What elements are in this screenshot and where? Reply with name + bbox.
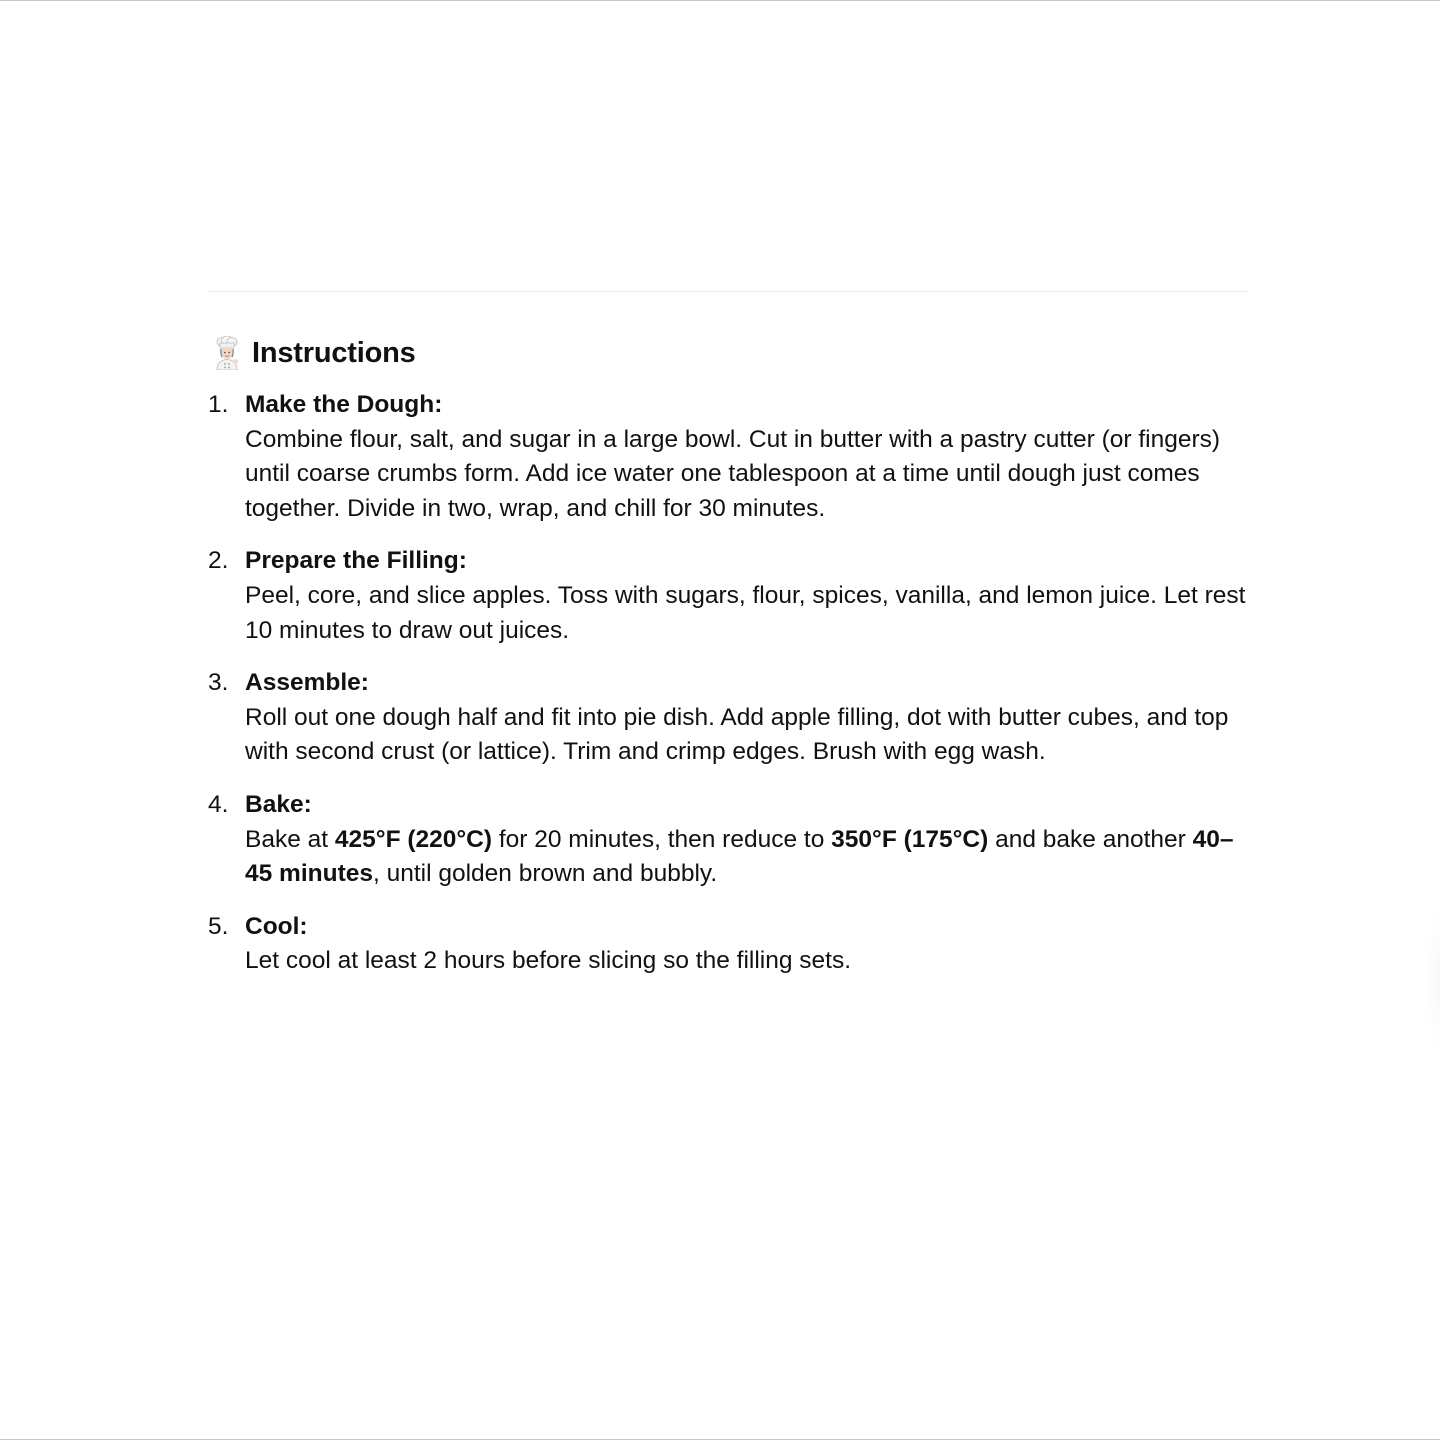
- chef-icon: [212, 336, 242, 370]
- step-title: Make the Dough:: [245, 391, 443, 418]
- step-body-text: and bake another: [988, 825, 1193, 853]
- instructions-heading: [212, 333, 416, 373]
- bake-duration: 40–45 minutes: [245, 825, 1234, 888]
- step-body-text: Bake at: [245, 825, 335, 853]
- step-body: Let cool at least 2 hours before slicing so the filling sets.: [245, 947, 852, 975]
- step-body-text: for 20 minutes, then reduce to: [492, 825, 832, 853]
- step-item: [208, 544, 1258, 648]
- step-body: Combine flour, salt, and sugar in a large bowl. Cut in butter with a pastry cutter (or fingers) until coarse crumbs form. Add ice water one tablespoon at a time until dough just comes together. Divide in two, wrap, and chill for 30 minutes.: [245, 425, 1221, 522]
- step-item: [208, 666, 1258, 770]
- temperature-high: 425°F (220°C): [334, 825, 493, 853]
- page-title: Instructions: [252, 336, 416, 369]
- step-number: 3.: [208, 669, 229, 697]
- step-title: Assemble:: [245, 669, 369, 697]
- step-title: Cool:: [245, 912, 308, 940]
- step-body: [245, 823, 1258, 892]
- temperature-low: 350°F (175°C): [831, 825, 989, 853]
- step-number: 5.: [208, 912, 229, 940]
- step-body: Peel, core, and slice apples. Toss with sugars, flour, spices, vanilla, and lemon juice. Let rest 10 minutes to draw out juices.: [245, 581, 1246, 644]
- edge-shadow: [1420, 900, 1440, 1060]
- section-divider: [208, 291, 1248, 292]
- step-title: Bake:: [245, 790, 312, 818]
- step-number: 1.: [208, 391, 229, 418]
- top-border: [0, 0, 1440, 1]
- step-item: [208, 388, 1258, 526]
- step-number: 4.: [208, 790, 229, 818]
- step-item: [208, 788, 1258, 892]
- step-item: [208, 910, 1258, 979]
- step-title: Prepare the Filling:: [245, 547, 467, 575]
- step-body: Roll out one dough half and fit into pie dish. Add apple filling, dot with butter cubes, and top with second crust (or lattice). Trim and crimp edges. Brush with egg wash.: [245, 703, 1229, 766]
- step-number: 2.: [208, 547, 229, 575]
- step-body-text: , until golden brown and bubbly.: [373, 860, 718, 888]
- instruction-steps: [208, 388, 1258, 997]
